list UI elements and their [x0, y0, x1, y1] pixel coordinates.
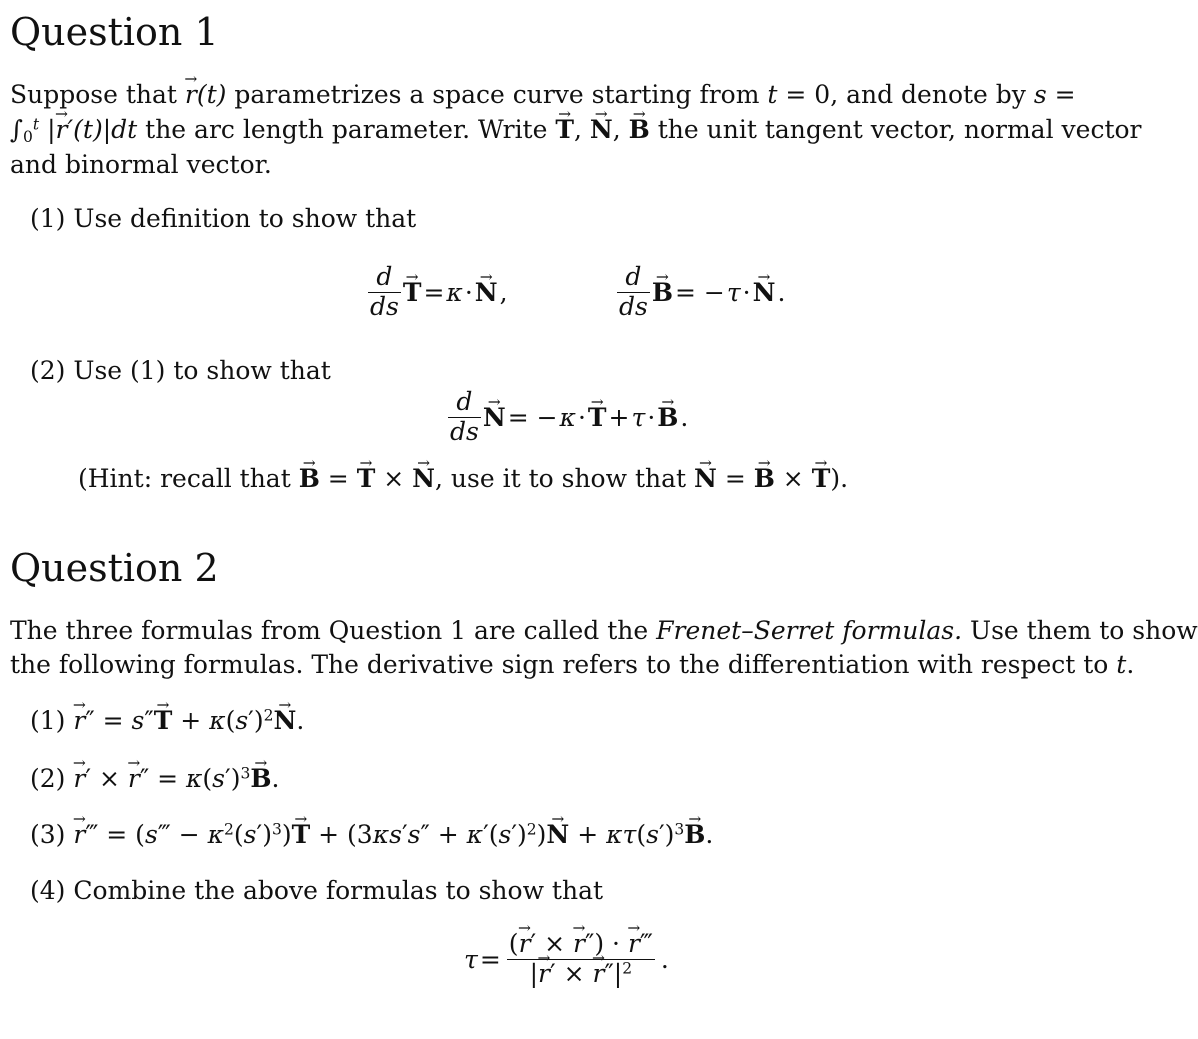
q2-intro-text: The three formulas from Question 1 are called the: [10, 616, 649, 645]
frenet-serret-term: Frenet–Serret formulas.: [656, 616, 963, 645]
part-number: (2): [30, 356, 66, 385]
item-number: (1): [30, 706, 66, 735]
item-text: Combine the above formulas to show that: [73, 876, 604, 905]
part-text: Use definition to show that: [73, 204, 417, 233]
q2-item-4: [30, 876, 603, 905]
q1-intro-text: parametrizes a space curve starting from: [234, 80, 760, 109]
equation-dB-ds: $\frac{d}{ds}$ B → = − τ · N → .: [617, 262, 785, 322]
item-number: (4): [30, 876, 66, 905]
q1-intro-line-2: $\int_0^t$ |r →′(t)|dt the arc length parameter. Write T →, N →, B → the unit tangent vector, normal vector: [10, 115, 1142, 144]
item-number: (2): [30, 764, 66, 793]
q1-intro-line-1: Suppose that r →(t) parametrizes a space curve starting from t = 0, and denote by s =: [10, 80, 1076, 109]
equation-dT-ds: $\frac{d}{ds}$ T → = κ · N → ,: [368, 262, 508, 322]
equation-dN-ds: $\frac{d}{ds}$ N → = − κ · T → + τ · B → .: [448, 387, 688, 447]
q1-intro-text: the arc length parameter. Write: [145, 115, 548, 144]
part-text: Use (1) to show that: [73, 356, 331, 385]
question-1-heading: Question 1: [10, 10, 219, 54]
q2-item-1: (1) r →″ = s″T → + $\kappa(s')^2N$ →.: [30, 706, 304, 735]
q1-intro-line-3: and binormal vector.: [10, 150, 272, 179]
q1-part-2: [30, 356, 331, 385]
q1-intro-text: = 0, and denote by: [785, 80, 1026, 109]
q2-item-3: (3) r →‴ = (s‴ − $\kappa^2(s')^3)T$ → + $(3\kappa s's'' + \kappa'(s')^2)N$ → + $\kappa\tau(s')^3B$ →.: [30, 820, 713, 849]
q2-intro-text: the following formulas. The derivative sign refers to the differentiation with respect to: [10, 650, 1109, 679]
arc-length-integral: $\int_0^t$ |r →′(t)|dt: [10, 115, 137, 144]
equation-torsion: τ = $\frac{(r \to' \times r \to'') \cdot r \to‴}{|r \to' \times r \to''|^2}$ .: [464, 930, 669, 989]
hint-text: use it to show that: [450, 464, 687, 493]
q2-intro-line-1: [10, 616, 1198, 645]
q1-intro-text: Suppose that: [10, 80, 177, 109]
item-number: (3): [30, 820, 66, 849]
q1-intro-text: the unit tangent vector, normal vector: [657, 115, 1142, 144]
q1-part-1: [30, 204, 416, 233]
q1-hint: (Hint: recall that B → = T → × N →, use it to show that N → = B → × T →).: [78, 464, 848, 493]
q2-intro-text: Use them to show: [970, 616, 1198, 645]
part-number: (1): [30, 204, 66, 233]
q2-intro-line-2: the following formulas. The derivative sign refers to the differentiation with respect to t.: [10, 650, 1135, 679]
q2-item-2: (2) r →′ × r →″ = $\kappa(s')^3B$ →.: [30, 764, 279, 793]
question-2-heading: Question 2: [10, 546, 219, 590]
hint-text: (Hint: recall that: [78, 464, 291, 493]
